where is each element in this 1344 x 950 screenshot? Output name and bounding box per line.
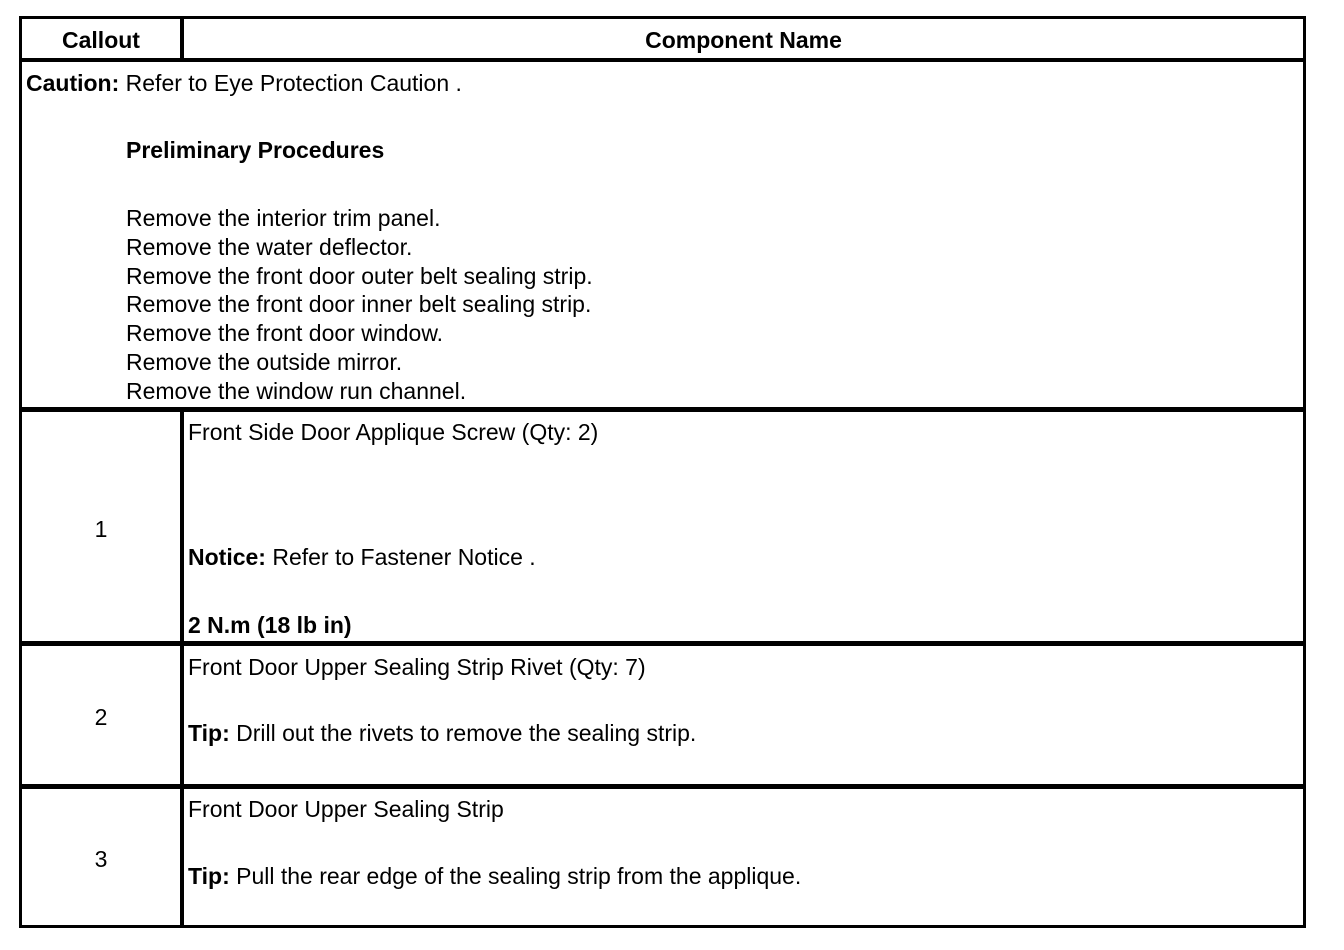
tip-label: Tip: [188,720,230,746]
preliminary-title: Preliminary Procedures [126,137,385,163]
tip-text: Pull the rear edge of the sealing strip from the applique. [229,863,802,889]
header-divider [22,58,1303,62]
notice-label: Notice: [188,544,266,570]
row-divider [22,641,1303,646]
row-callout: 2 [94,704,108,730]
column-divider [180,789,184,925]
preliminary-step: Remove the interior trim panel. [126,205,441,231]
tip-label: Tip: [188,863,230,889]
row-callout: 1 [94,516,108,542]
column-divider [180,412,184,641]
preliminary-step: Remove the front door inner belt sealing strip. [126,291,592,317]
caution-label: Caution: [26,70,120,96]
preliminary-step: Remove the outside mirror. [126,349,403,375]
row-note [188,546,536,569]
row-callout: 3 [94,846,108,872]
column-divider [180,646,184,784]
preliminary-step: Remove the front door outer belt sealing strip. [126,263,593,289]
row-component-name: Front Door Upper Sealing Strip [188,796,504,822]
header-callout: Callout [62,27,140,53]
row-component-name: Front Door Upper Sealing Strip Rivet (Qty: 7) [188,654,646,680]
caution-text: Refer to Eye Protection Caution . [119,70,462,96]
row-component-name: Front Side Door Applique Screw (Qty: 2) [188,419,599,445]
preliminary-step: Remove the water deflector. [126,234,413,260]
preliminary-step: Remove the window run channel. [126,378,467,404]
row-divider [22,784,1303,789]
torque-spec: 2 N.m (18 lb in) [188,612,352,638]
notice-text: Refer to Fastener Notice . [265,544,536,570]
tip-text: Drill out the rivets to remove the sealing strip. [229,720,697,746]
row-divider [22,407,1303,412]
row-note [188,722,696,745]
header-component-name: Component Name [645,27,842,53]
row-note [188,865,801,888]
caution-note [26,72,462,95]
components-table [19,16,1306,928]
preliminary-step: Remove the front door window. [126,320,444,346]
